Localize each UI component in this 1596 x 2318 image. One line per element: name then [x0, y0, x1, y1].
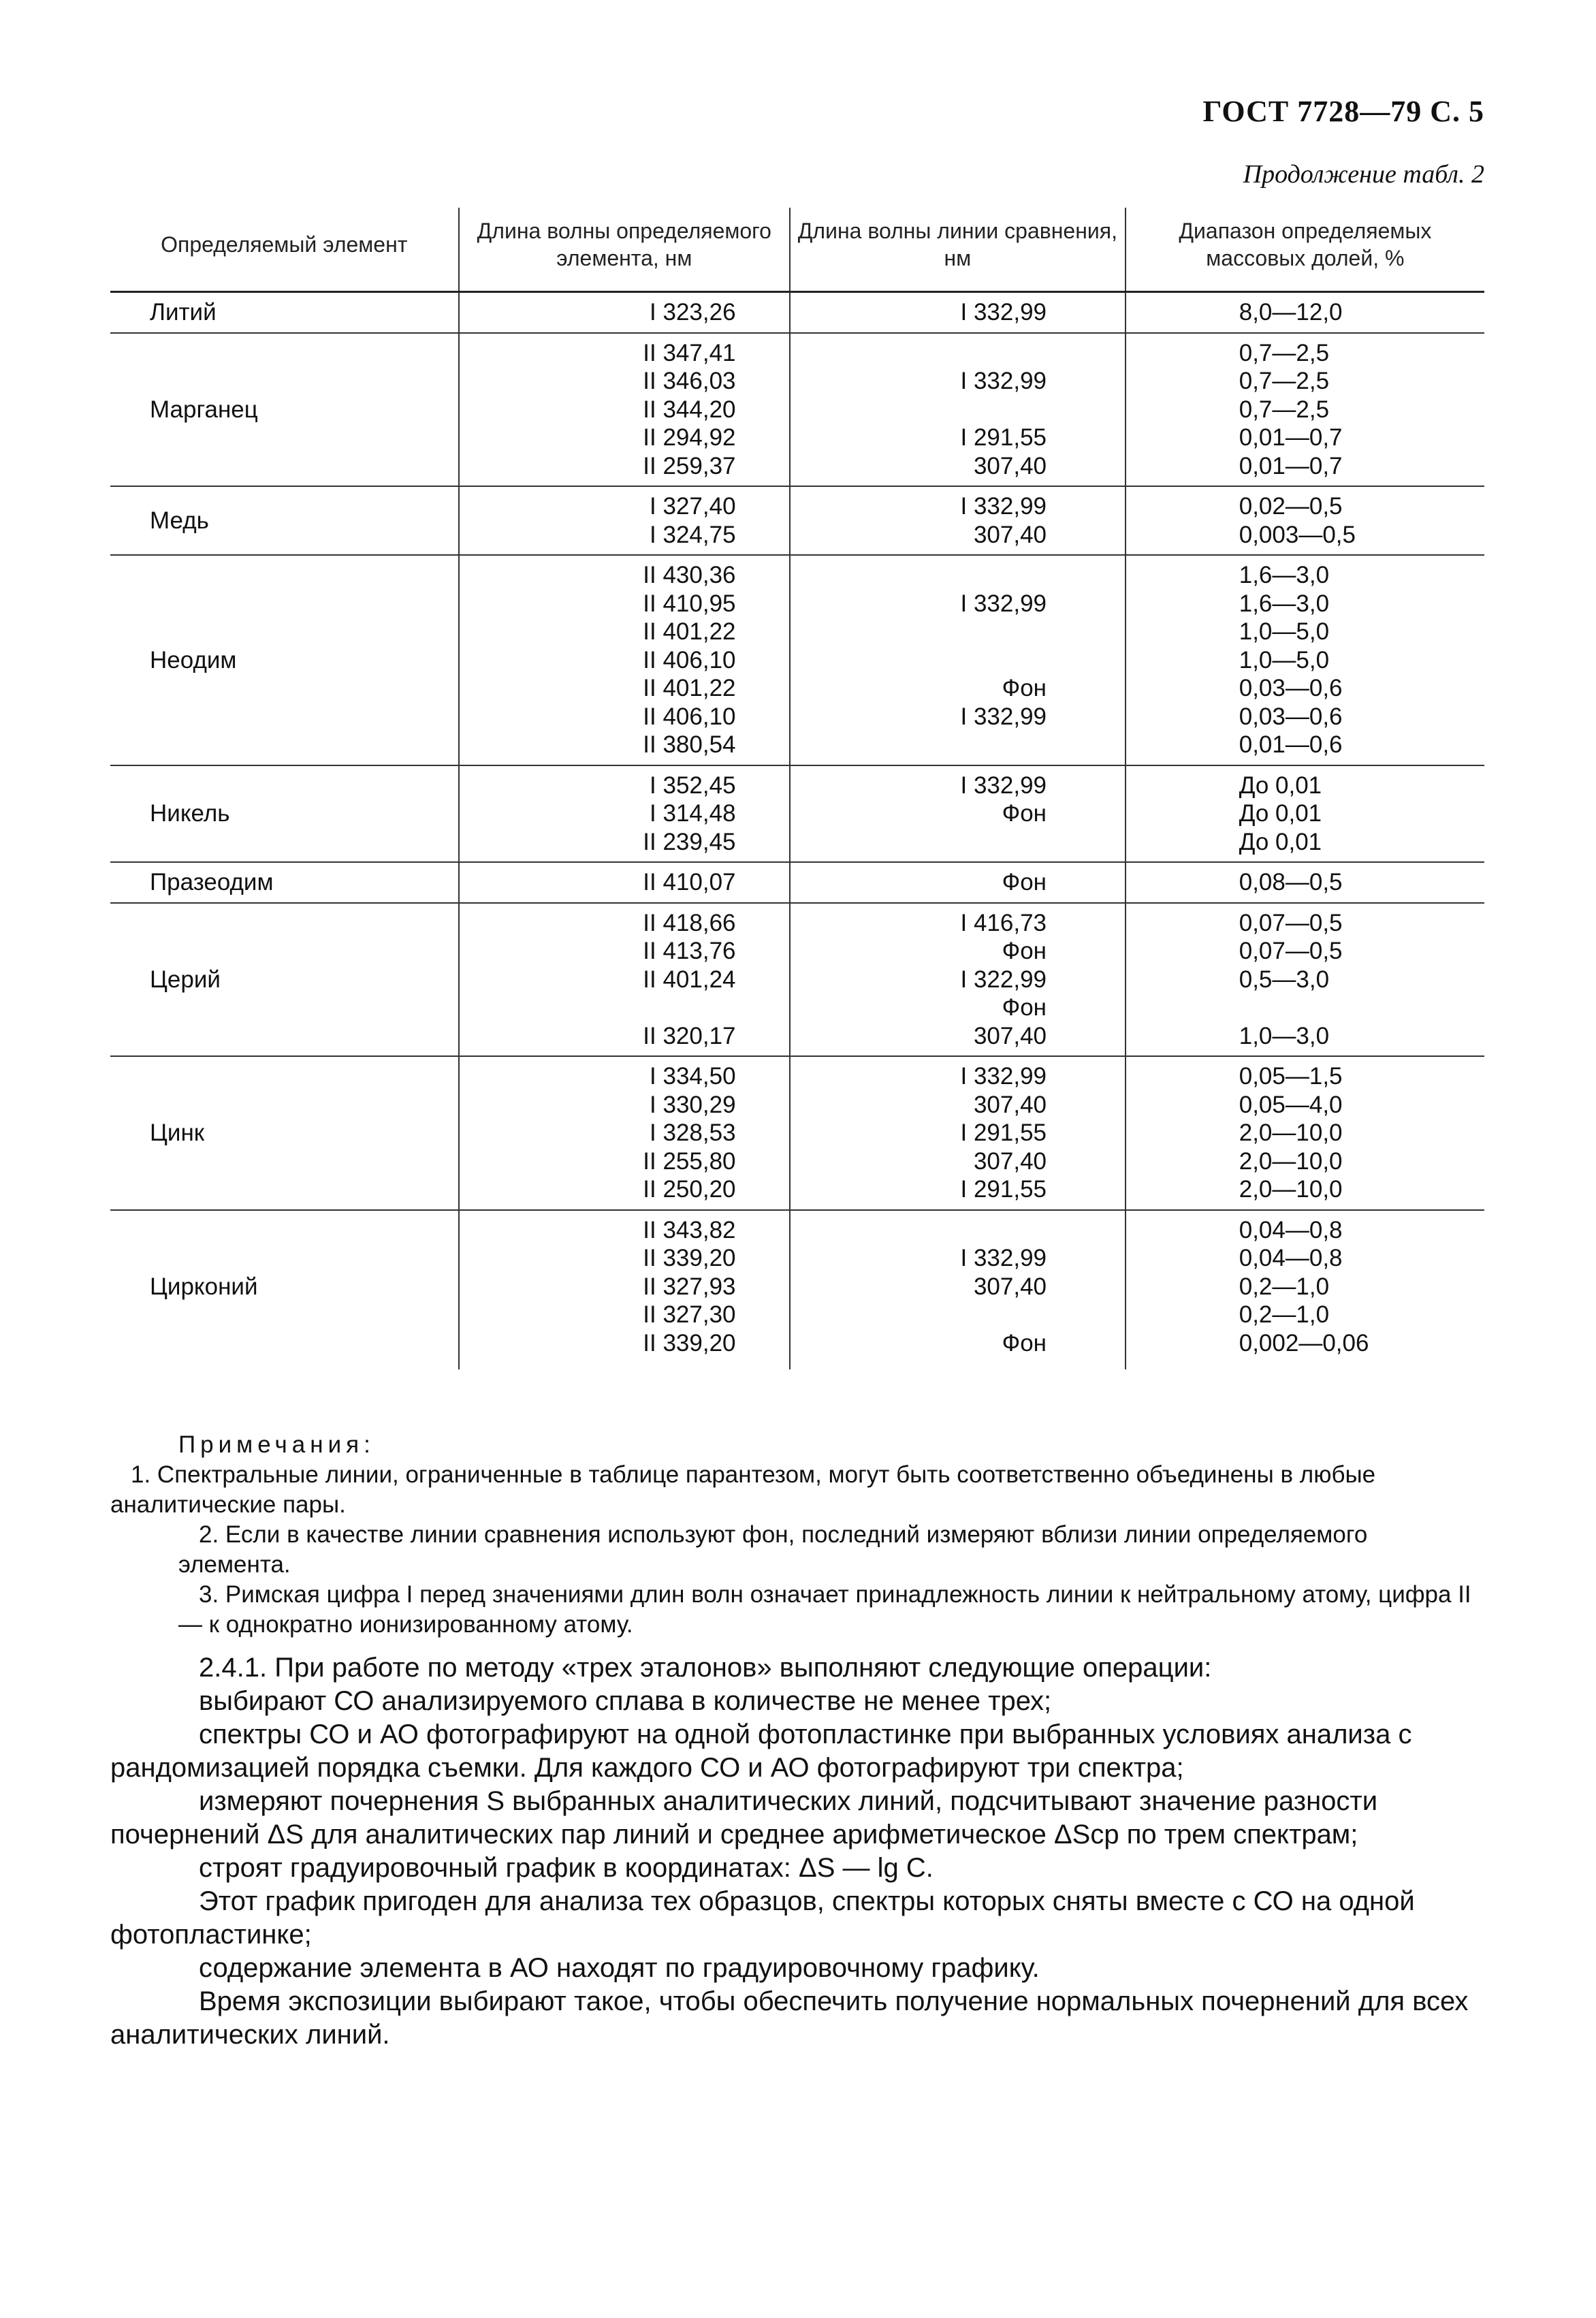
comparison-cell: [790, 765, 1126, 863]
wavelength-value: II 347,41: [643, 339, 736, 366]
note-item: 3. Римская цифра I перед значениями длин волн означает принадлежность линии к нейтральному атому, цифра II — к однократно ионизированному атому.: [178, 1581, 1471, 1638]
comparison-value: Фон: [1002, 675, 1047, 701]
range-value: 0,07—0,5: [1239, 938, 1343, 964]
body-text: [110, 1651, 1486, 2052]
wavelength-cell: [459, 765, 790, 863]
comparison-cell: [790, 292, 1126, 333]
comparison-value: I 332,99: [960, 703, 1047, 730]
range-cell: [1126, 903, 1484, 1057]
wavelength-cell: [459, 486, 790, 555]
range-value: 0,01—0,7: [1239, 452, 1343, 479]
wavelength-cell: [459, 903, 790, 1057]
range-value: 0,7—2,5: [1239, 396, 1330, 423]
range-value: До 0,01: [1239, 800, 1322, 827]
comparison-value: I 332,99: [960, 590, 1047, 617]
range-cell: [1126, 486, 1484, 555]
range-value: 0,01—0,6: [1239, 731, 1343, 758]
table-row: [110, 486, 1484, 555]
table-continuation-label: Продолжение табл. 2: [1243, 160, 1484, 189]
range-value: 0,03—0,6: [1239, 675, 1343, 701]
range-value: 0,03—0,6: [1239, 703, 1343, 730]
range-value: 0,05—4,0: [1239, 1091, 1343, 1118]
wavelength-value: II 339,20: [643, 1329, 736, 1356]
comparison-value: Фон: [1002, 869, 1047, 895]
wavelength-value: II 343,82: [643, 1216, 736, 1243]
range-value: 0,002—0,06: [1239, 1329, 1369, 1356]
element-name-cell: Цинк: [150, 1120, 205, 1146]
comparison-value: I 332,99: [960, 1063, 1047, 1090]
range-value: 0,01—0,7: [1239, 424, 1343, 451]
comparison-value: 307,40: [973, 1273, 1047, 1300]
element-name-cell: Никель: [150, 800, 230, 827]
range-value: 2,0—10,0: [1239, 1176, 1343, 1203]
element-name-cell: Церий: [150, 966, 221, 993]
element-name-cell: Празеодим: [150, 869, 274, 895]
wavelength-value: I 314,48: [650, 800, 736, 827]
wavelength-value: I 324,75: [650, 521, 736, 548]
range-cell: [1126, 862, 1484, 903]
wavelength-value: II 294,92: [643, 424, 736, 451]
range-value: До 0,01: [1239, 828, 1322, 855]
wavelength-value: II 406,10: [643, 646, 736, 673]
wavelength-value: II 346,03: [643, 368, 736, 394]
wavelength-value: II 401,22: [643, 675, 736, 701]
column-header: Диапазон определяемых массовых долей, %: [1126, 208, 1484, 292]
range-value: 0,7—2,5: [1239, 368, 1330, 394]
table-row: [110, 765, 1484, 863]
wavelength-value: II 327,30: [643, 1301, 736, 1328]
wavelength-cell: [459, 862, 790, 903]
table-row: [110, 862, 1484, 903]
wavelength-value: II 344,20: [643, 396, 736, 423]
wavelength-value: II 380,54: [643, 731, 736, 758]
comparison-value: 307,40: [973, 1147, 1047, 1175]
paragraph: строят градуировочный график в координатах: ΔS — lg C.: [199, 1853, 933, 1883]
wavelength-value: I 334,50: [650, 1063, 736, 1090]
wavelength-value: II 410,07: [643, 869, 736, 895]
range-value: 1,6—3,0: [1239, 562, 1330, 588]
paragraph: измеряют почернения S выбранных аналитических линий, подсчитывают значение разности почернений ΔS для аналитических пар линий и среднее арифметическое ΔSср по трем спектрам;: [110, 1786, 1378, 1849]
comparison-value: I 332,99: [960, 368, 1047, 394]
comparison-value: Фон: [1002, 800, 1047, 827]
table-row: [110, 555, 1484, 765]
comparison-value: Фон: [1002, 994, 1047, 1021]
element-name-cell: Неодим: [150, 646, 237, 673]
note-item: 2. Если в качестве линии сравнения используют фон, последний измеряют вблизи линии определяемого элемента.: [178, 1521, 1368, 1578]
element-name-cell: Медь: [150, 507, 209, 534]
wavelength-cell: [459, 1056, 790, 1210]
paragraph: 2.4.1. При работе по методу «трех эталонов» выполняют следующие операции:: [199, 1653, 1212, 1683]
range-value: 0,02—0,5: [1239, 493, 1343, 520]
paragraph: Время экспозиции выбирают такое, чтобы обеспечить получение нормальных почернений для всех аналитических линий.: [110, 1986, 1469, 2050]
wavelength-cell: [459, 1210, 790, 1370]
table-row: [110, 292, 1484, 333]
comparison-cell: [790, 1056, 1126, 1210]
wavelength-value: I 330,29: [650, 1091, 736, 1118]
page-header: ГОСТ 7728—79 С. 5: [1202, 95, 1484, 128]
column-header: Определяемый элемент: [161, 232, 408, 257]
range-value: 0,003—0,5: [1239, 521, 1356, 548]
wavelength-value: II 413,76: [643, 938, 736, 964]
range-cell: [1126, 333, 1484, 487]
comparison-cell: [790, 1210, 1126, 1370]
paragraph: Этот график пригоден для анализа тех образцов, спектры которых сняты вместе с СО на одной фотопластинке;: [110, 1886, 1415, 1950]
range-value: 0,2—1,0: [1239, 1301, 1330, 1328]
range-cell: [1126, 1056, 1484, 1210]
wavelength-value: II 430,36: [643, 562, 736, 588]
comparison-value: I 332,99: [960, 299, 1047, 326]
wavelength-cell: [459, 292, 790, 333]
comparison-value: 307,40: [973, 452, 1047, 479]
comparison-value: Фон: [1002, 938, 1047, 964]
column-header: Длина волны линии сравнения, нм: [790, 208, 1126, 292]
wavelength-value: I 327,40: [650, 493, 736, 520]
comparison-value: I 416,73: [960, 909, 1047, 936]
range-cell: [1126, 1210, 1484, 1370]
comparison-value: I 332,99: [960, 493, 1047, 520]
wavelength-value: II 418,66: [643, 909, 736, 936]
range-value: 1,6—3,0: [1239, 590, 1330, 617]
element-name-cell: Литий: [150, 299, 217, 326]
table-row: [110, 903, 1484, 1057]
range-value: 8,0—12,0: [1239, 299, 1343, 326]
wavelength-value: II 259,37: [643, 452, 736, 479]
table-header-row: [110, 208, 1484, 292]
comparison-value: 307,40: [973, 521, 1047, 548]
comparison-cell: [790, 862, 1126, 903]
wavelength-value: II 320,17: [643, 1022, 736, 1049]
range-cell: [1126, 555, 1484, 765]
range-value: 2,0—10,0: [1239, 1120, 1343, 1146]
comparison-cell: [790, 333, 1126, 487]
table-row: [110, 333, 1484, 487]
wavelength-value: II 401,22: [643, 618, 736, 645]
comparison-value: I 322,99: [960, 966, 1047, 993]
comparison-value: 307,40: [973, 1091, 1047, 1118]
range-value: 2,0—10,0: [1239, 1147, 1343, 1175]
range-value: 0,05—1,5: [1239, 1063, 1343, 1090]
wavelength-value: II 255,80: [643, 1147, 736, 1175]
comparison-value: I 332,99: [960, 1245, 1047, 1271]
comparison-cell: [790, 903, 1126, 1057]
comparison-value: I 291,55: [960, 424, 1047, 451]
wavelength-value: II 239,45: [643, 828, 736, 855]
paragraph: выбирают СО анализируемого сплава в количестве не менее трех;: [199, 1686, 1052, 1716]
wavelength-value: II 401,24: [643, 966, 736, 993]
spectral-lines-table: [110, 208, 1484, 1369]
range-value: 0,08—0,5: [1239, 869, 1343, 895]
wavelength-value: I 352,45: [650, 772, 736, 799]
wavelength-value: II 339,20: [643, 1245, 736, 1271]
comparison-value: I 291,55: [960, 1120, 1047, 1146]
range-value: До 0,01: [1239, 772, 1322, 799]
wavelength-cell: [459, 333, 790, 487]
comparison-value: 307,40: [973, 1022, 1047, 1049]
wavelength-cell: [459, 555, 790, 765]
range-value: 0,04—0,8: [1239, 1216, 1343, 1243]
range-value: 0,07—0,5: [1239, 909, 1343, 936]
note-item: 1. Спектральные линии, ограниченные в таблице парантезом, могут быть соответственно объединены в любые аналитические пары.: [110, 1461, 1376, 1518]
range-cell: [1126, 292, 1484, 333]
range-cell: [1126, 765, 1484, 863]
range-value: 0,04—0,8: [1239, 1245, 1343, 1271]
range-value: 1,0—5,0: [1239, 618, 1330, 645]
notes-title: Примечания:: [178, 1431, 375, 1458]
comparison-value: I 291,55: [960, 1176, 1047, 1203]
comparison-value: Фон: [1002, 1329, 1047, 1356]
wavelength-value: II 410,95: [643, 590, 736, 617]
paragraph: спектры СО и АО фотографируют на одной фотопластинке при выбранных условиях анализа с рандомизацией порядка съемки. Для каждого СО и АО фотографируют три спектра;: [110, 1719, 1412, 1783]
wavelength-value: II 327,93: [643, 1273, 736, 1300]
comparison-value: I 332,99: [960, 772, 1047, 799]
range-value: 0,5—3,0: [1239, 966, 1330, 993]
range-value: 0,2—1,0: [1239, 1273, 1330, 1300]
wavelength-value: I 328,53: [650, 1120, 736, 1146]
table-row: [110, 1210, 1484, 1370]
range-value: 0,7—2,5: [1239, 339, 1330, 366]
comparison-cell: [790, 486, 1126, 555]
wavelength-value: I 323,26: [650, 299, 736, 326]
wavelength-value: II 250,20: [643, 1176, 736, 1203]
range-value: 1,0—5,0: [1239, 646, 1330, 673]
wavelength-value: II 406,10: [643, 703, 736, 730]
element-name-cell: Марганец: [150, 396, 258, 423]
column-header: Длина волны определяемого элемента, нм: [459, 208, 790, 292]
element-name-cell: Цирконий: [150, 1273, 258, 1300]
table-notes: [110, 1430, 1486, 1640]
table-row: [110, 1056, 1484, 1210]
comparison-cell: [790, 555, 1126, 765]
range-value: 1,0—3,0: [1239, 1022, 1330, 1049]
paragraph: содержание элемента в АО находят по градуировочному графику.: [199, 1953, 1040, 1983]
